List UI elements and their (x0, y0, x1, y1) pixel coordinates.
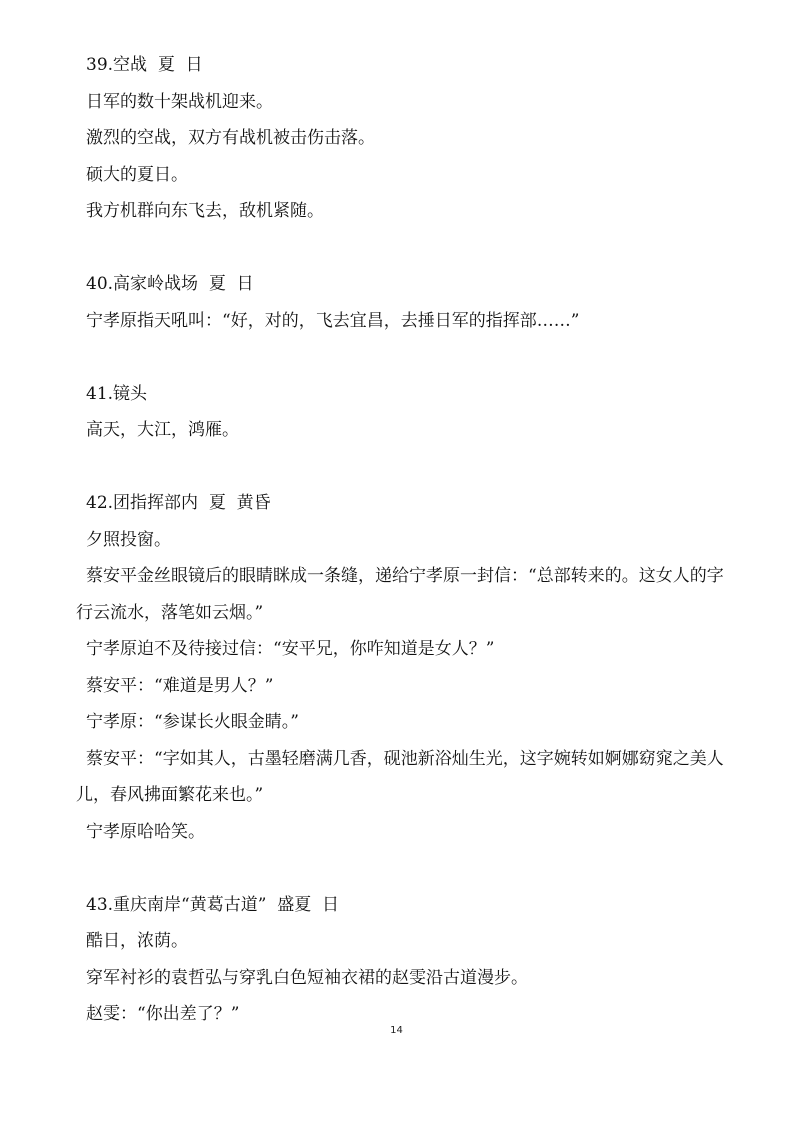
dialogue-line: 宁孝原：“参谋长火眼金睛。” (86, 712, 299, 732)
action-line: 硕大的夏日。 (86, 164, 188, 185)
action-line: 酷日，浓荫。 (86, 931, 188, 951)
scene-heading: 43.重庆南岸“黄葛古道” 盛夏 日 (86, 894, 340, 915)
action-line: 高天，大江，鸿雁。 (86, 420, 239, 440)
action-line: 我方机群向东飞去，敌机紧随。 (86, 201, 324, 221)
page-number: 14 (390, 1025, 403, 1036)
scene-heading: 41.镜头 (86, 383, 148, 404)
scene-heading: 40.高家岭战场 夏 日 (86, 274, 254, 294)
dialogue-line: 赵雯：“你出差了？” (86, 1004, 240, 1024)
action-line: 穿军衬衫的袁哲弘与穿乳白色短袖衣裙的赵雯沿古道漫步。 (86, 967, 528, 988)
dialogue-line: 宁孝原迫不及待接过信：“安平兄，你咋知道是女人？” (86, 639, 495, 659)
scene-heading: 42.团指挥部内 夏 黄昏 (86, 493, 271, 513)
dialogue-paragraph: 蔡安平：“字如其人，古墨轻磨满几香，砚池新浴灿生光，这字婉转如婀娜窈窕之美人儿，春风拂面繁花来也。” (76, 748, 724, 805)
dialogue-paragraph: 蔡安平金丝眼镜后的眼睛眯成一条缝，递给宁孝原一封信：“总部转来的。这女人的字行云流水，落笔如云烟。” (76, 566, 724, 623)
scene-gap (86, 449, 726, 486)
scene-gap (86, 339, 726, 376)
page-content (76, 47, 726, 1033)
scene-gap (86, 850, 726, 887)
dialogue-line: 宁孝原指天吼叫：“好，对的，飞去宜昌，去捶日军的指挥部……” (86, 310, 580, 331)
dialogue-line: 蔡安平：“难道是男人？” (86, 675, 274, 696)
action-line: 夕照投窗。 (86, 529, 171, 550)
action-line: 宁孝原哈哈笑。 (86, 821, 205, 842)
scene-heading: 39.空战 夏 日 (86, 55, 203, 75)
scene-gap (86, 230, 726, 267)
action-line: 激烈的空战，双方有战机被击伤击落。 (86, 128, 375, 148)
action-line: 日军的数十架战机迎来。 (86, 91, 273, 112)
